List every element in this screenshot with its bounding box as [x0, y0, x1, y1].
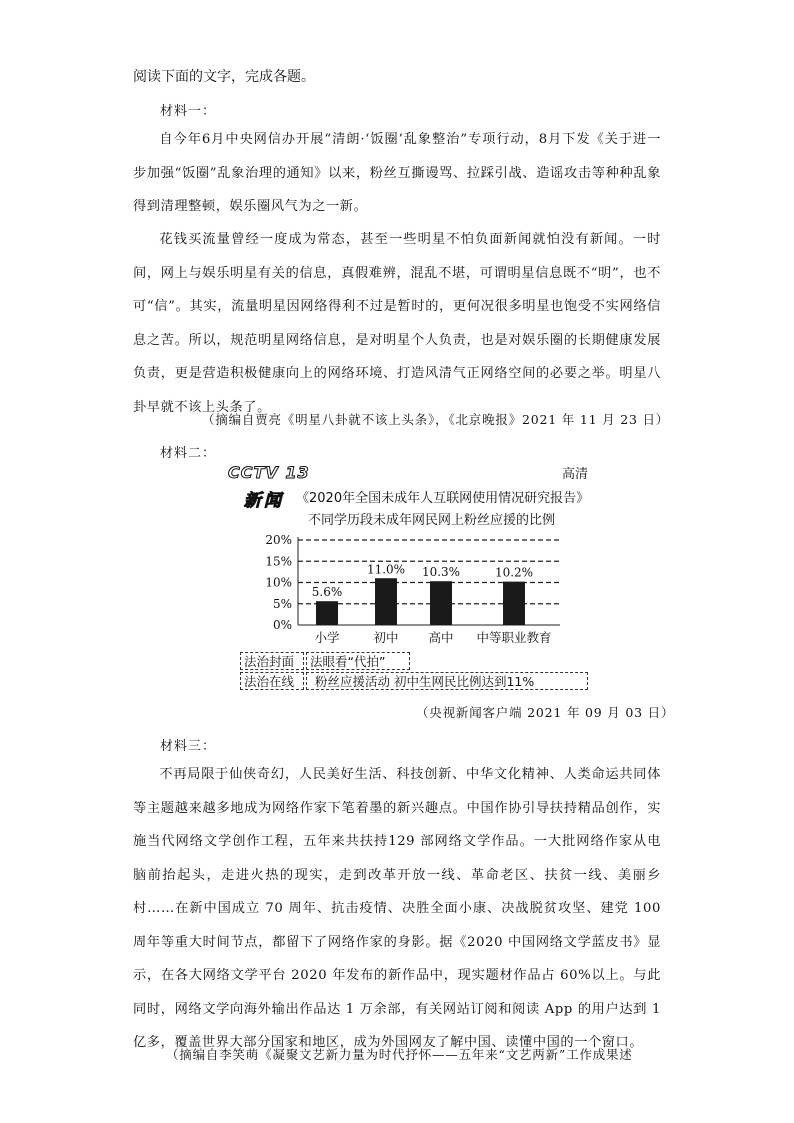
y-tick-labels	[265, 533, 292, 632]
cctv-logo: CCTV 13	[228, 463, 310, 482]
material3-label: 材料三：	[160, 739, 217, 754]
bar-value-label: 10.2%	[494, 565, 534, 580]
material1-label: 材料一：	[160, 104, 217, 119]
x-tick-label: 初中	[373, 630, 399, 645]
chart-subtitle: 不同学历段未成年网民网上粉丝应援的比例	[308, 513, 556, 528]
material2-label: 材料二：	[160, 446, 217, 461]
x-tick-label: 小学	[314, 630, 340, 645]
bar-value-label: 5.6%	[311, 585, 343, 600]
chart-title: 《2020年全国未成年人互联网使用情况研究报告》	[296, 491, 590, 506]
x-tick-label: 中等职业教育	[476, 630, 552, 645]
material1-source: （摘编自贾亮《明星八卦就不该上头条》，《北京晚报》2021 年 11 月 23 日）	[202, 412, 670, 427]
ticker-caption: 粉丝应援活动 初中生网民比例达到11%	[306, 672, 588, 690]
hd-badge: 高清	[562, 467, 589, 482]
ticker-program-label: 法治封面	[240, 652, 304, 670]
y-tick-label: 15%	[265, 554, 292, 569]
bar	[430, 581, 452, 625]
bar-chart	[230, 525, 570, 653]
material3-paragraph: 不再局限于仙侠奇幻，人民美好生活、科技创新、中华文化精神、人类命运共同体等主题越来越多地成为网络作家下笔着墨的新兴趣点。中国作协引导扶持精品创作，实施当代网络文学创作工程，五年来共扶持129 部网络文学作品。一大批网络作家从电脑前抬起头，走进火热的现实，走到改革开放一线、革命老区、扶贫一线、美丽乡村……在新中国成立 70 周年、抗击疫情、决胜全面小康、决战脱贫攻坚、建党 100 周年等重大时间节点，都留下了网络作家的身影。据《2020 中国网络文学蓝皮书》显示，在各大网络文学平台 2020 年发布的新作品中，现实题材作品占 60%以上。与此同时，网络文学向海外输出作品达 1 万余部，有关网站订阅和阅读 App 的用户达到 1 亿多，覆盖世界大部分国家和地区，成为外国网友了解中国、读懂中国的一个窗口。	[133, 767, 661, 1050]
instruction-text: 阅读下面的文字，完成各题。	[133, 69, 315, 85]
bar	[503, 582, 525, 625]
bar-value-label: 10.3%	[421, 565, 461, 580]
y-tick-label: 0%	[272, 618, 292, 632]
y-tick-label: 20%	[265, 533, 292, 547]
ticker-row-1	[240, 652, 588, 672]
material1-paragraph-2: 花钱买流量曾经一度成为常态，甚至一些明星不怕负面新闻就怕没有新闻。一时间，网上与娱乐明星有关的信息，真假难辨，混乱不堪，可谓明星信息既不“明”，也不可“信”。其实，流量明星因网络得利不过是暂时的，更何况很多明星也饱受不实网络信息之苦。所以，规范明星网络信息，是对明星个人负责，也是对娱乐圈的长期健康发展负责，更是营造积极健康向上的网络环境、打造风清气正网络空间的必要之举。明星八卦早就不该上头条了。	[133, 232, 661, 415]
bar-value-label: 11.0%	[366, 562, 406, 577]
y-tick-label: 10%	[265, 575, 292, 590]
chart-bars	[316, 578, 525, 625]
material3-source: （摘编自李笑萌《凝聚文艺新力量为时代抒怀——五年来“文艺两新”工作成果述	[166, 1047, 633, 1062]
ticker-program-label: 法治在线	[240, 672, 304, 690]
material1-paragraph-1: 自今年6月中央网信办开展“清朗·‘饭圈’乱象整治”专项行动，8月下发《关于进一步加强“饭圈”乱象治理的通知》以来，粉丝互撕谩骂、拉踩引战、造谣攻击等种种乱象得到清理整顿，娱乐圈风气为之一新。	[133, 132, 661, 214]
ticker-row-2	[240, 672, 588, 692]
value-labels	[312, 562, 533, 599]
material2-source: （央视新闻客户端 2021 年 09 月 03 日）	[416, 705, 675, 720]
y-tick-label: 5%	[272, 596, 292, 611]
x-tick-labels	[314, 630, 551, 645]
news-channel-logo: 新闻	[244, 491, 284, 511]
bar	[375, 578, 397, 625]
x-tick-label: 高中	[428, 630, 454, 645]
bar	[316, 601, 338, 625]
ticker-headline: 法眼看“代拍”	[306, 652, 410, 670]
